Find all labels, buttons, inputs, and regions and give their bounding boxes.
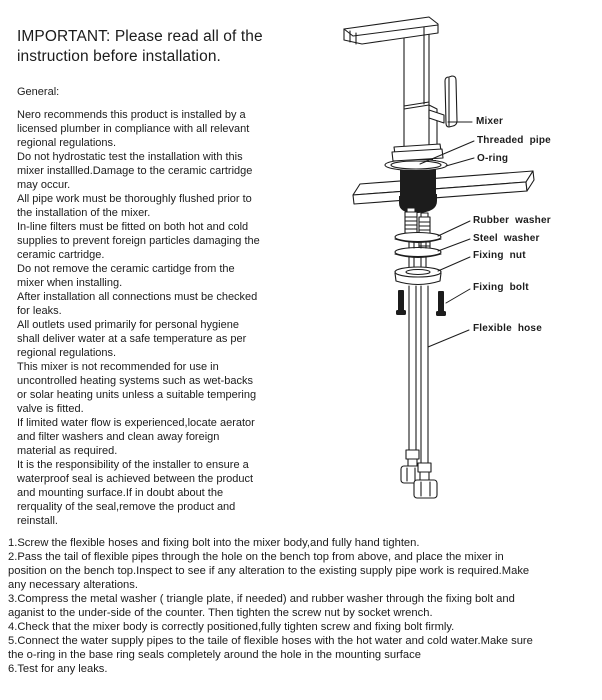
general-text-line: All pipe work must be thoroughly flushed prior to <box>17 193 252 205</box>
bench-top <box>353 171 534 204</box>
general-text-line: mixer when installing. <box>17 277 123 289</box>
general-text-line: uncontrolled heating systems such as wet-backs <box>17 375 254 387</box>
diagram-label: Fixing nut <box>473 250 526 261</box>
installation-step-line: 2.Pass the tail of flexible pipes through the hole on the bench top from above, and place the mixer in <box>8 551 504 563</box>
general-text-line: valve is fitted. <box>17 403 84 415</box>
general-text-line: regional regulations. <box>17 137 117 149</box>
diagram-label: Fixing bolt <box>473 282 529 293</box>
mixer-body <box>344 17 457 161</box>
installation-step-line: 5.Connect the water supply pipes to the taile of flexible hoses with the hot water and cold water.Make sure <box>8 635 533 647</box>
diagram-label: Flexible hose <box>473 323 542 334</box>
general-text-line: Nero recommends this product is installed by a <box>17 109 246 121</box>
general-text-line: reinstall. <box>17 515 58 527</box>
rubber-washer <box>395 233 441 243</box>
diagram-label: O-ring <box>477 153 509 164</box>
installation-step-line: aganist to the under-side of the counter. Then tighten the screw nut by socket wrench. <box>8 607 433 619</box>
general-text-line: the installation of the mixer. <box>17 207 151 219</box>
general-text-line: After installation all connections must be checked <box>17 291 258 303</box>
general-text-line: shall deliver water at a safe temperature as per <box>17 333 247 345</box>
general-text-line: for leaks. <box>17 305 62 317</box>
fixing-nut <box>395 267 441 285</box>
installation-step-line: any necessary alterations. <box>8 579 138 591</box>
installation-steps <box>8 536 600 676</box>
general-text-line: material as required. <box>17 445 118 457</box>
general-text-line: If limited water flow is experienced,locate aerator <box>17 417 255 429</box>
installation-step-line: 6.Test for any leaks. <box>8 663 108 675</box>
general-text-line: regional regulations. <box>17 347 117 359</box>
installation-step-line: 1.Screw the flexible hoses and fixing bolt into the mixer body,and fully hand tighten. <box>8 537 420 549</box>
diagram-label: Rubber washer <box>473 215 551 226</box>
general-text-line: licensed plumber in compliance with all relevant <box>17 123 250 135</box>
general-text-line: waterproof seal is achieved between the product <box>17 473 254 485</box>
general-text-line: Do not remove the ceramic cartidge from the <box>17 263 235 275</box>
general-text-line: and mounting surface.If in doubt about the <box>17 487 224 499</box>
diagram-label: Steel washer <box>473 233 540 244</box>
mixer-handle <box>445 76 457 127</box>
steel-washer <box>395 248 441 258</box>
general-text-line: All outlets used primarily for personal hygiene <box>17 319 239 331</box>
general-text-line: In-line filters must be fitted on both hot and cold <box>17 221 249 233</box>
installation-step-line: the o-ring in the base ring seals completely around the hole in the mounting surface <box>8 649 421 661</box>
general-text-line: ceramic cartridge. <box>17 249 105 261</box>
general-text-line: This mixer is not recommended for use in <box>17 361 219 373</box>
general-text-line: may occur. <box>17 179 71 191</box>
title-line: instruction before installation. <box>17 47 221 65</box>
installation-step-line: position on the bench top.Inspect to see if any alteration to the existing supply pipe work is required.Make <box>8 565 530 577</box>
general-heading: General: <box>17 86 60 98</box>
general-text-line: or solar heating units unless a suitable tempering <box>17 389 257 401</box>
general-text-line: supplies to prevent foreign particles damaging the <box>17 235 260 247</box>
installation-step-line: 4.Check that the mixer body is correctly positioned,fully tighten screw and fixing bolt firmly. <box>8 621 455 633</box>
general-text-line: Do not hydrostatic test the installation with this <box>17 151 243 163</box>
flexible-hoses <box>401 286 437 498</box>
general-text-line: It is the responsibility of the installer to ensure a <box>17 459 249 471</box>
diagram-label: Mixer <box>476 116 504 127</box>
installation-step-line: 3.Compress the metal washer ( triangle plate, if needed) and rubber washer through the fixing bolt and <box>8 593 515 605</box>
diagram-label: Threaded pipe <box>477 135 551 146</box>
general-text-line: rerquality of the seal,remove the product and <box>17 501 236 513</box>
general-text-line: mixer installled.Damage to the ceramic cartridge <box>17 165 253 177</box>
title-line: IMPORTANT: Please read all of the <box>17 28 263 45</box>
general-text-line: and filter washers and clean away foreign <box>17 431 220 443</box>
